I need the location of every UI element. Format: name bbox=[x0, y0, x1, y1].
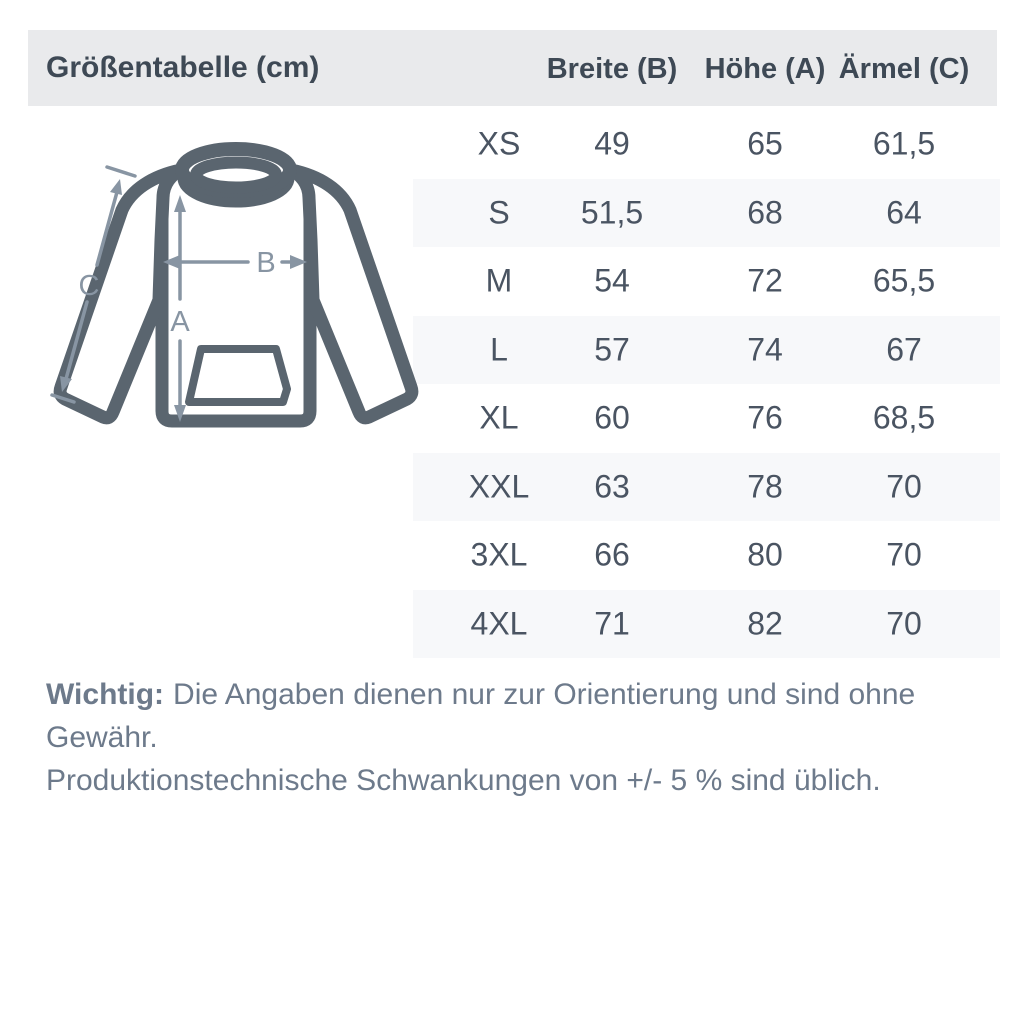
breite-cell: 51,5 bbox=[580, 194, 644, 231]
footer-line-1 bbox=[46, 673, 986, 759]
column-header-aermel: Ärmel (C) bbox=[838, 52, 970, 85]
footer-line-2: Produktionstechnische Schwankungen von +/- 5 % sind üblich. bbox=[46, 764, 881, 797]
hoehe-cell: 82 bbox=[747, 605, 783, 642]
breite-cell: 49 bbox=[594, 125, 630, 162]
arrowhead-icon bbox=[110, 179, 122, 195]
hoehe-cell: 72 bbox=[747, 262, 783, 299]
breite-cell: 60 bbox=[594, 399, 630, 436]
label-b: B bbox=[256, 247, 276, 279]
column-header-hoehe: Höhe (A) bbox=[704, 52, 826, 85]
footer-note bbox=[46, 673, 986, 802]
breite-cell: 54 bbox=[594, 262, 630, 299]
hoehe-cell: 68 bbox=[747, 194, 783, 231]
table-row bbox=[413, 179, 1000, 248]
kangaroo-pocket bbox=[189, 349, 287, 402]
hoehe-cell: 80 bbox=[747, 536, 783, 573]
column-headers bbox=[413, 30, 1000, 106]
table-row bbox=[413, 521, 1000, 590]
table-row bbox=[413, 110, 1000, 179]
aermel-cell: 68,5 bbox=[872, 399, 936, 436]
size-table bbox=[413, 110, 1000, 658]
breite-cell: 66 bbox=[594, 536, 630, 573]
table-row bbox=[413, 384, 1000, 453]
label-c: C bbox=[78, 270, 100, 302]
hoehe-cell: 78 bbox=[747, 468, 783, 505]
breite-cell: 63 bbox=[594, 468, 630, 505]
aermel-cell: 67 bbox=[886, 331, 922, 368]
table-row bbox=[413, 247, 1000, 316]
hoodie-measurement-diagram bbox=[40, 128, 422, 436]
size-cell: M bbox=[485, 262, 513, 299]
table-row bbox=[413, 316, 1000, 385]
aermel-cell: 65,5 bbox=[872, 262, 936, 299]
table-row bbox=[413, 590, 1000, 659]
hoehe-cell: 65 bbox=[747, 125, 783, 162]
size-cell: XXL bbox=[468, 468, 530, 505]
aermel-cell: 70 bbox=[886, 605, 922, 642]
hoehe-cell: 76 bbox=[747, 399, 783, 436]
footer-line-1-text: Die Angaben dienen nur zur Orientierung und sind ohne Gewähr. bbox=[46, 678, 916, 754]
aermel-cell: 70 bbox=[886, 536, 922, 573]
label-a: A bbox=[170, 306, 190, 338]
breite-cell: 57 bbox=[594, 331, 630, 368]
page-title: Größentabelle (cm) bbox=[46, 51, 320, 84]
size-cell: 4XL bbox=[470, 605, 528, 642]
column-header-breite: Breite (B) bbox=[546, 52, 678, 85]
size-cell: XS bbox=[477, 125, 521, 162]
breite-cell: 71 bbox=[594, 605, 630, 642]
important-label: Wichtig: bbox=[46, 678, 165, 711]
hood-opening bbox=[196, 163, 276, 188]
hoehe-cell: 74 bbox=[747, 331, 783, 368]
size-cell: L bbox=[490, 331, 508, 368]
aermel-cell: 70 bbox=[886, 468, 922, 505]
table-row bbox=[413, 453, 1000, 522]
size-cell: XL bbox=[479, 399, 519, 436]
arrow-c-tick bbox=[107, 167, 135, 176]
size-cell: S bbox=[488, 194, 510, 231]
aermel-cell: 64 bbox=[886, 194, 922, 231]
size-cell: 3XL bbox=[470, 536, 528, 573]
aermel-cell: 61,5 bbox=[872, 125, 936, 162]
